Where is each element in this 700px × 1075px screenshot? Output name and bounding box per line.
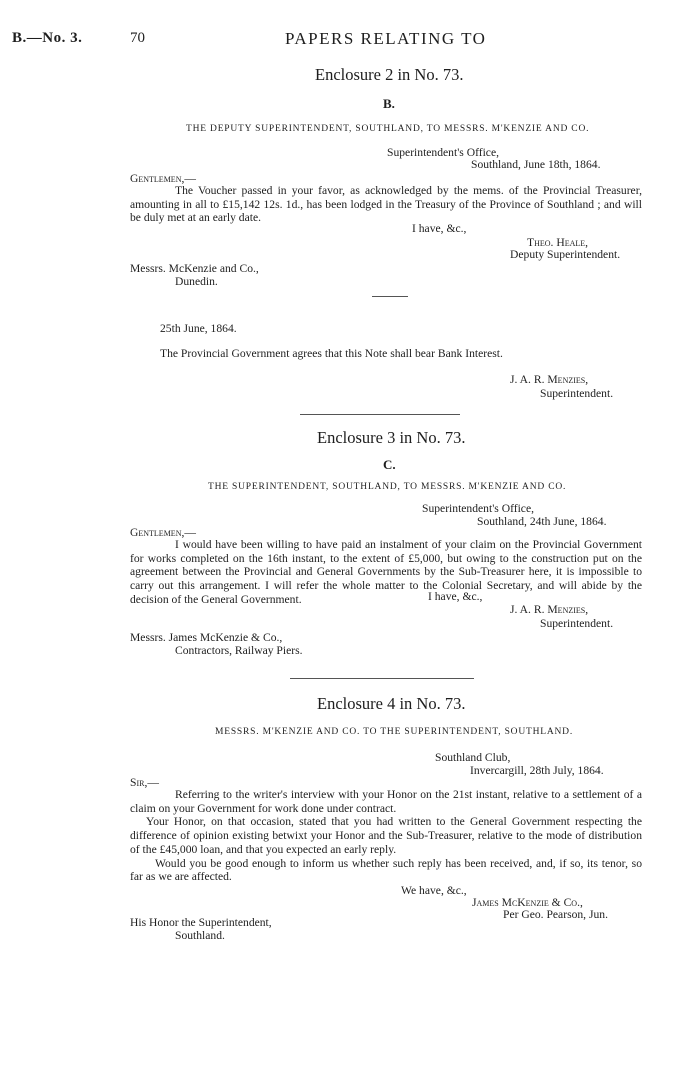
note-date: 25th June, 1864. (160, 322, 237, 335)
enclosure-2-addressee-line1: Messrs. McKenzie and Co., (130, 262, 259, 275)
enclosure-3-place-date: Southland, 24th June, 1864. (477, 515, 607, 528)
enclosure-4-body (130, 788, 642, 884)
enclosure-3-closing: I have, &c., (428, 590, 483, 603)
page-title: PAPERS RELATING TO (285, 29, 487, 48)
enclosure-4-heading: Enclosure 4 in No. 73. (317, 694, 466, 713)
enclosure-3-body (130, 538, 642, 607)
enclosure-3-signature: J. A. R. Menzies, (510, 603, 589, 616)
note-signature: J. A. R. Menzies, (510, 373, 589, 386)
enclosure-3-heading: Enclosure 3 in No. 73. (317, 428, 466, 447)
enclosure-2-letter: B. (383, 96, 395, 111)
enclosure-4-addressee-line1: His Honor the Superintendent, (130, 916, 272, 929)
enclosure-3-signature-title: Superintendent. (540, 617, 614, 630)
enclosure-4-signature: James McKenzie & Co., (472, 896, 583, 909)
page-number: 70 (130, 30, 145, 46)
enclosure-2-body (130, 184, 642, 225)
enclosure-4-closing: We have, &c., (401, 884, 467, 897)
divider (290, 678, 474, 679)
enclosure-4-office: Southland Club, (435, 751, 511, 764)
enclosure-2-place-date: Southland, June 18th, 1864. (471, 158, 601, 171)
enclosure-3-letter: C. (383, 457, 396, 472)
enclosure-4-place-date: Invercargill, 28th July, 1864. (470, 764, 604, 777)
enclosure-4-paragraph-2: Your Honor, on that occasion, stated that you had written to the General Government respecting the difference of opinion existing betwixt your Honor and the Sub-Treasurer, relative to the mode of distribution of the £45,000 loan, and that you expected an early reply. (130, 815, 642, 856)
enclosure-2-addressee-line2: Dunedin. (175, 275, 218, 288)
divider (372, 296, 408, 297)
enclosure-2-salutation: Gentlemen,— (130, 172, 196, 185)
enclosure-3-body-text: I would have been willing to have paid an instalment of your claim on the Provincial Government for works completed on the 16th instant, to the extent of £5,000, but owing to the construction put on the agreement between the Provincial and General Governments by the Sub-Treasurer here, it is impossible to carry out this arrangement. I will refer the whole matter to the Colonial Secretary, and will abide by the decision of the General Government. (130, 538, 642, 606)
enclosure-4-salutation: Sir,— (130, 776, 159, 789)
enclosure-3-addressee-line1: Messrs. James McKenzie & Co., (130, 631, 283, 644)
enclosure-4-paragraph-1: Referring to the writer's interview with your Honor on the 21st instant, relative to a settlement of a claim on your Government for work done under contract. (130, 788, 642, 815)
enclosure-2-signature-title: Deputy Superintendent. (510, 248, 621, 261)
enclosure-2-signature: Theo. Heale, (527, 236, 589, 249)
note-signature-title: Superintendent. (540, 387, 614, 400)
enclosure-4-addressee-line2: Southland. (175, 929, 225, 942)
document-reference: B.—No. 3. (12, 30, 83, 46)
enclosure-2-caption: THE DEPUTY SUPERINTENDENT, SOUTHLAND, TO MESSRS. M'KENZIE AND CO. (186, 124, 590, 134)
enclosure-3-addressee-line2: Contractors, Railway Piers. (175, 644, 303, 657)
enclosure-2-body-text: The Voucher passed in your favor, as acknowledged by the mems. of the Provincial Treasurer, amounting in all to £15,142 12s. 1d., has been lodged in the Treasury of the Province of Southland ; and will be duly met at an early date. (130, 184, 642, 225)
enclosure-3-caption: THE SUPERINTENDENT, SOUTHLAND, TO MESSRS. M'KENZIE AND CO. (208, 482, 567, 492)
enclosure-2-office: Superintendent's Office, (387, 146, 499, 159)
enclosure-4-paragraph-3: Would you be good enough to inform us whether such reply has been received, and, if so, its tenor, so far as we are affected. (130, 856, 642, 884)
divider (300, 414, 460, 415)
enclosure-3-office: Superintendent's Office, (422, 502, 534, 515)
enclosure-4-caption: MESSRS. M'KENZIE AND CO. TO THE SUPERINTENDENT, SOUTHLAND. (215, 727, 574, 737)
enclosure-2-heading: Enclosure 2 in No. 73. (315, 65, 464, 84)
note-text: The Provincial Government agrees that this Note shall bear Bank Interest. (160, 347, 503, 360)
enclosure-4-signature-per: Per Geo. Pearson, Jun. (503, 908, 608, 921)
enclosure-3-salutation: Gentlemen,— (130, 526, 196, 539)
enclosure-2-closing: I have, &c., (412, 222, 467, 235)
